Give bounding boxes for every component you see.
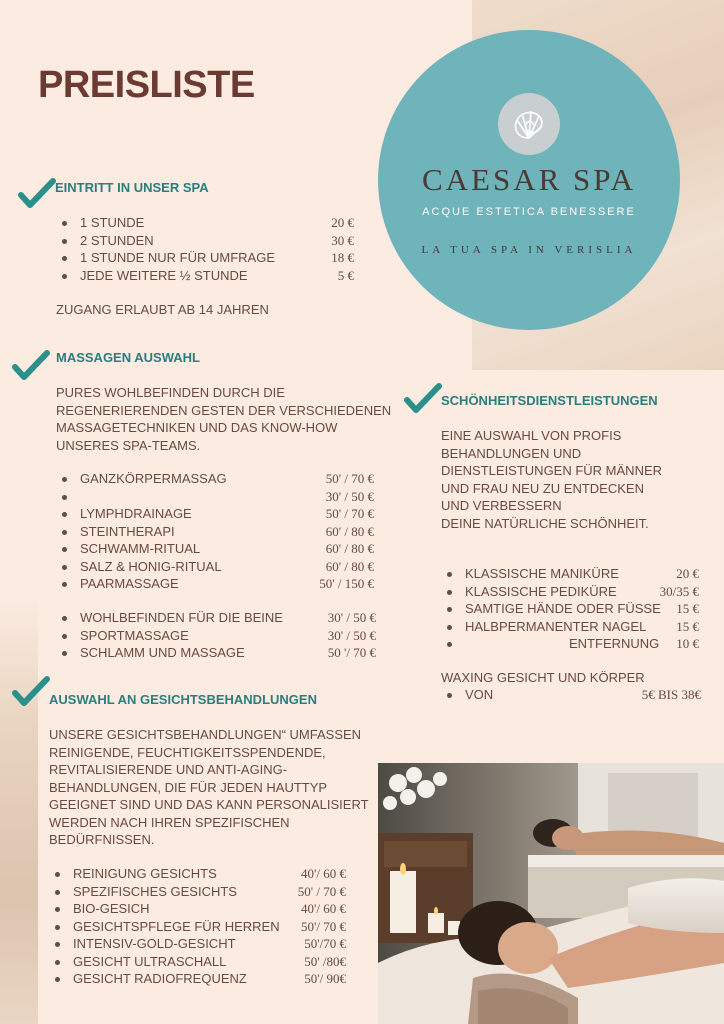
page-title: PREISLISTE: [38, 64, 255, 106]
bullet: [55, 960, 60, 965]
item-price: 50' / 70 €: [325, 471, 374, 486]
check-icon: [18, 178, 56, 210]
bullet: [55, 872, 60, 877]
item-label: HALBPERMANENTER NAGEL: [465, 618, 647, 634]
list-item: [56, 488, 374, 506]
item-label: SCHWAMM-RITUAL: [80, 541, 201, 556]
beauty-intro: [441, 427, 711, 532]
item-label: GANZKÖRPERMASSAG: [80, 471, 227, 486]
list-item: [56, 267, 354, 285]
entry-price-list: [56, 214, 354, 284]
item-label: JEDE WEITERE ½ STUNDE: [80, 267, 248, 283]
item-price: 15 €: [676, 618, 699, 634]
list-item: [49, 900, 346, 918]
item-label: SALZ & HONIG-RITUAL: [80, 558, 222, 574]
bullet: [55, 977, 60, 982]
beauty-price-list: [441, 565, 699, 653]
item-price: 18 €: [331, 250, 354, 265]
item-price: 5€ BIS 38€: [641, 687, 701, 702]
section-heading-beauty: SCHÖNHEITSDIENSTLEISTUNGEN: [441, 393, 658, 408]
intro-line: EINE AUSWAHL VON PROFIS: [441, 428, 622, 443]
item-label: SCHLAMM UND MASSAGE: [80, 645, 245, 660]
list-item: [49, 935, 346, 953]
intro-line: REVITALISIERENDE UND ANTI-AGING-: [49, 762, 288, 777]
list-item: [56, 609, 376, 627]
item-label: LYMPHDRAINAGE: [80, 506, 192, 521]
item-label: REINIGUNG GESICHTS: [73, 866, 217, 881]
bullet: [55, 890, 60, 895]
bullet: [62, 221, 67, 226]
bullet: [62, 256, 67, 261]
item-label: ENTFERNUNG: [569, 636, 660, 651]
list-item: [56, 558, 374, 576]
bullet: [55, 925, 60, 930]
logo-tagline: LA TUA SPA IN VERISLIA: [421, 244, 637, 256]
intro-line: UND VERBESSERN: [441, 498, 562, 513]
item-price: 50' / 70 €: [325, 506, 374, 521]
list-item: [441, 600, 699, 618]
massage-intro: [56, 384, 396, 454]
item-price: 60' / 80 €: [325, 558, 374, 574]
logo-subtitle: ACQUE ESTETICA BENESSERE: [422, 206, 636, 218]
check-icon: [12, 676, 50, 708]
intro-line: BEDÜRFNISSEN.: [49, 832, 155, 847]
bullet: [447, 625, 452, 630]
bullet: [55, 942, 60, 947]
massage-price-list-2: [56, 609, 376, 662]
item-price: 5 €: [337, 267, 354, 283]
item-price: 20 €: [676, 566, 699, 581]
bullet: [447, 607, 452, 612]
waxing-price-list: [441, 686, 701, 704]
check-icon: [404, 383, 442, 415]
bullet: [447, 642, 452, 647]
intro-line: GEEIGNET SIND UND DAS KANN PERSONALISIERT: [49, 797, 369, 812]
sand-texture-left: [0, 600, 38, 1024]
item-price: 30' / 50 €: [327, 610, 376, 625]
item-price: 50'/ 90€: [304, 971, 346, 986]
item-price: 50' / 150 €: [319, 576, 374, 591]
item-price: 15 €: [676, 601, 699, 616]
list-item: [56, 627, 376, 645]
list-item: [56, 575, 374, 593]
item-price: 20 €: [331, 215, 354, 230]
item-label: SAMTIGE HÄNDE ODER FÜSSE: [465, 601, 661, 616]
list-item: [441, 565, 699, 583]
item-label: GESICHT RADIOFREQUENZ: [73, 971, 247, 986]
list-item: [49, 883, 346, 901]
item-label: GESICHT ULTRASCHALL: [73, 953, 227, 969]
item-price: 30/35 €: [659, 583, 699, 599]
intro-line: MASSAGETECHNIKEN UND DAS KNOW-HOW: [56, 420, 338, 435]
item-label: WOHLBEFINDEN FÜR DIE BEINE: [80, 610, 283, 625]
intro-line: REINIGENDE, FEUCHTIGKEITSSPENDENDE,: [49, 744, 326, 760]
bullet: [62, 495, 67, 500]
intro-line: UNSERE GESICHTSBEHANDLUNGEN“ UMFASSEN: [49, 727, 362, 742]
item-label: 1 STUNDE NUR FÜR UMFRAGE: [80, 250, 276, 265]
list-item: [441, 635, 699, 653]
bullet: [62, 512, 67, 517]
bullet: [55, 907, 60, 912]
bullet: [62, 616, 67, 621]
intro-line: REGENERIERENDEN GESTEN DER VERSCHIEDENEN: [56, 402, 392, 418]
section-heading-massage: MASSAGEN AUSWAHL: [56, 350, 200, 365]
item-price: 60' / 80 €: [325, 541, 374, 556]
item-price: 10 €: [676, 636, 699, 651]
item-label: 1 STUNDE: [80, 215, 145, 230]
item-price: 30' / 50 €: [325, 488, 374, 504]
list-item: [56, 232, 354, 250]
section-heading-face: AUSWAHL AN GESICHTSBEHANDLUNGEN: [49, 692, 317, 707]
intro-line: UND FRAU NEU ZU ENTDECKEN: [441, 480, 644, 496]
item-price: 50 '/ 70 €: [327, 645, 376, 660]
list-item: [56, 540, 374, 558]
list-item: [56, 505, 374, 523]
item-price: 50' /80€: [304, 953, 346, 969]
item-label: KLASSISCHE PEDIKÜRE: [465, 583, 617, 599]
bullet: [62, 239, 67, 244]
bullet: [62, 274, 67, 279]
logo-name: CAESAR SPA: [421, 162, 637, 197]
shell-icon: [498, 93, 560, 155]
list-item: [56, 644, 376, 662]
face-price-list: [49, 865, 346, 988]
intro-line: WERDEN NACH IHREN SPEZIFISCHEN: [49, 814, 290, 830]
item-price: 40'/ 60 €: [301, 866, 346, 881]
item-price: 30' / 50 €: [327, 627, 376, 643]
item-label: STEINTHERAPI: [80, 523, 175, 539]
item-label: INTENSIV-GOLD-GESICHT: [73, 936, 236, 951]
entry-note: ZUGANG ERLAUBT AB 14 JAHREN: [56, 302, 269, 317]
list-item: [56, 523, 374, 541]
item-price: 40'/ 60 €: [301, 901, 346, 916]
waxing-heading: WAXING GESICHT UND KÖRPER: [441, 670, 645, 685]
item-price: 50'/ 70 €: [301, 918, 346, 934]
bullet: [62, 530, 67, 535]
bullet: [62, 651, 67, 656]
item-label: BIO-GESICH: [73, 901, 150, 916]
bullet: [447, 590, 452, 595]
face-intro: [49, 726, 379, 849]
intro-line: DEINE NATÜRLICHE SCHÖNHEIT.: [441, 515, 649, 531]
item-price: 50'/70 €: [304, 936, 346, 951]
list-item: [49, 970, 346, 988]
bullet: [62, 547, 67, 552]
check-icon: [12, 350, 50, 382]
spa-photo: [378, 763, 724, 1024]
bullet: [62, 582, 67, 587]
list-item: [49, 918, 346, 936]
bullet: [62, 565, 67, 570]
intro-line: UNSERES SPA-TEAMS.: [56, 437, 201, 453]
list-item: [49, 953, 346, 971]
list-item: [441, 618, 699, 636]
item-price: 50' / 70 €: [297, 883, 346, 899]
list-item: [56, 470, 374, 488]
item-price: 30 €: [331, 232, 354, 248]
intro-line: BEHANDLUNGEN UND: [441, 445, 582, 461]
intro-line: BEHANDLUNGEN, DIE FÜR JEDEN HAUTTYP: [49, 779, 328, 795]
bullet: [447, 693, 452, 698]
bullet: [62, 634, 67, 639]
list-item: [56, 214, 354, 232]
item-label: VON: [465, 687, 494, 702]
list-item: [441, 686, 701, 704]
bullet: [447, 572, 452, 577]
item-price: 60' / 80 €: [325, 523, 374, 539]
list-item: [56, 249, 354, 267]
item-label: SPORTMASSAGE: [80, 627, 189, 643]
massage-price-list: [56, 470, 374, 593]
item-label: SPEZIFISCHES GESICHTS: [73, 883, 237, 899]
intro-line: DIENSTLEISTUNGEN FÜR MÄNNER: [441, 463, 663, 478]
list-item: [49, 865, 346, 883]
intro-line: PURES WOHLBEFINDEN DURCH DIE: [56, 385, 285, 400]
item-label: KLASSISCHE MANIKÜRE: [465, 566, 619, 581]
item-label: GESICHTSPFLEGE FÜR HERREN: [73, 918, 280, 934]
item-label: 2 STUNDEN: [80, 232, 154, 248]
item-label: PAARMASSAGE: [80, 576, 179, 591]
list-item: [441, 583, 699, 601]
bullet: [62, 477, 67, 482]
section-heading-entry: EINTRITT IN UNSER SPA: [55, 180, 209, 195]
